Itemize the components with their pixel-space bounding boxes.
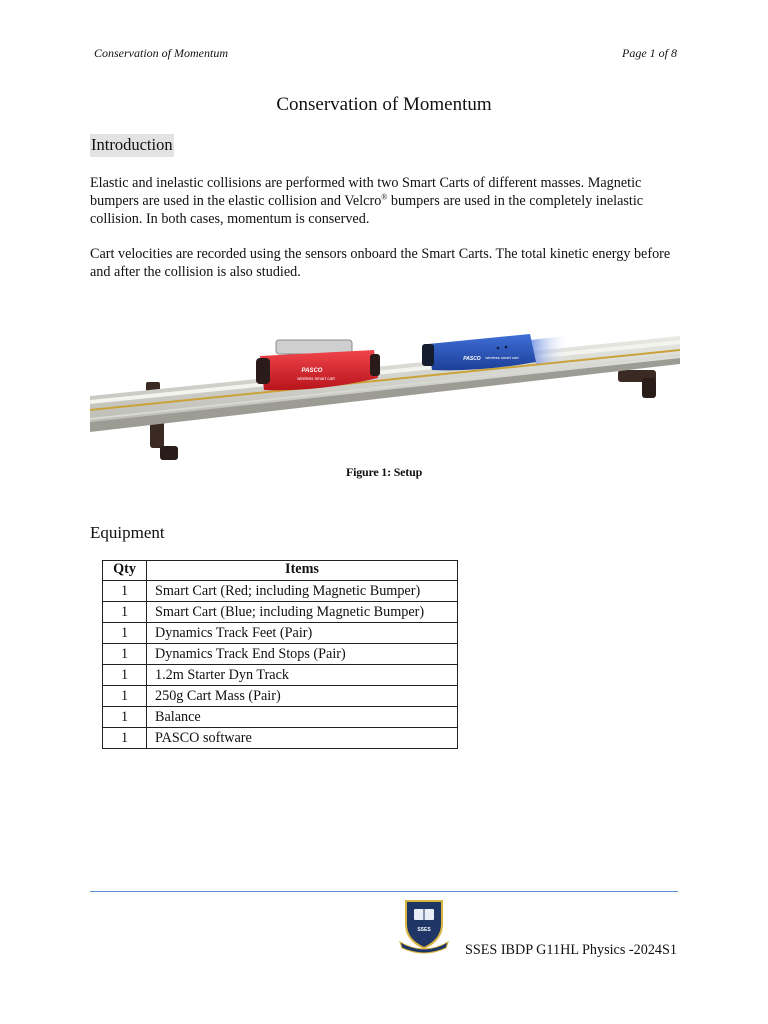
qty-cell: 1 (103, 623, 147, 644)
qty-cell: 1 (103, 602, 147, 623)
track-foot-right (618, 370, 656, 398)
table-row (103, 665, 458, 686)
red-cart-label: wireless smart cart (297, 376, 335, 381)
qty-cell: 1 (103, 686, 147, 707)
item-cell: PASCO software (147, 728, 458, 749)
section-heading-equipment: Equipment (90, 523, 165, 542)
qty-cell: 1 (103, 665, 147, 686)
equipment-table (102, 560, 458, 749)
footer-divider (90, 891, 678, 892)
setup-figure (90, 300, 680, 470)
qty-cell: 1 (103, 644, 147, 665)
item-cell: Balance (147, 707, 458, 728)
table-header-row (103, 561, 458, 581)
item-cell: Smart Cart (Blue; including Magnetic Bumper) (147, 602, 458, 623)
school-crest-icon (398, 898, 450, 954)
item-cell: Smart Cart (Red; including Magnetic Bumper) (147, 581, 458, 602)
header-page-number: Page 1 of 8 (622, 46, 677, 60)
table-row (103, 623, 458, 644)
intro-paragraph-1 (90, 174, 686, 228)
qty-cell: 1 (103, 728, 147, 749)
blue-cart-label: wireless smart cart (485, 355, 519, 360)
footer-course-label: SSES IBDP G11HL Physics -2024S1 (464, 942, 677, 958)
item-cell: 250g Cart Mass (Pair) (147, 686, 458, 707)
section-heading-introduction: Introduction (90, 134, 174, 157)
item-cell: Dynamics Track Feet (Pair) (147, 623, 458, 644)
qty-cell: 1 (103, 707, 147, 728)
qty-cell: 1 (103, 581, 147, 602)
intro-paragraph-1-part-b: bumpers are used in the completely inelastic collision. In both cases, momentum is conserved. (90, 193, 644, 227)
table-row (103, 644, 458, 665)
header-document-title: Conservation of Momentum (94, 46, 228, 60)
qty-column-header: Qty (103, 561, 147, 581)
table-row (103, 728, 458, 749)
dynamics-track (90, 336, 680, 432)
blue-cart-brand: PASCO (463, 356, 481, 362)
item-cell: Dynamics Track End Stops (Pair) (147, 644, 458, 665)
intro-paragraph-1-part-a: Elastic and inelastic collisions are performed with two Smart Carts of different masses. Magnetic bumpers are used in the elastic collision and Velcro (90, 175, 642, 209)
intro-paragraph-2: Cart velocities are recorded using the sensors onboard the Smart Carts. The total kinetic energy before and after the collision is also studied. (90, 246, 671, 280)
crest-text: SSES (417, 927, 431, 933)
table-row (103, 581, 458, 602)
table-row (103, 707, 458, 728)
items-column-header: Items (147, 561, 458, 581)
page-title: Conservation of Momentum (276, 94, 492, 115)
item-cell: 1.2m Starter Dyn Track (147, 665, 458, 686)
red-cart-brand: PASCO (301, 368, 323, 374)
figure-caption: Figure 1: Setup (345, 465, 423, 479)
registered-mark: ® (381, 192, 388, 202)
table-row (103, 686, 458, 707)
table-row (103, 602, 458, 623)
